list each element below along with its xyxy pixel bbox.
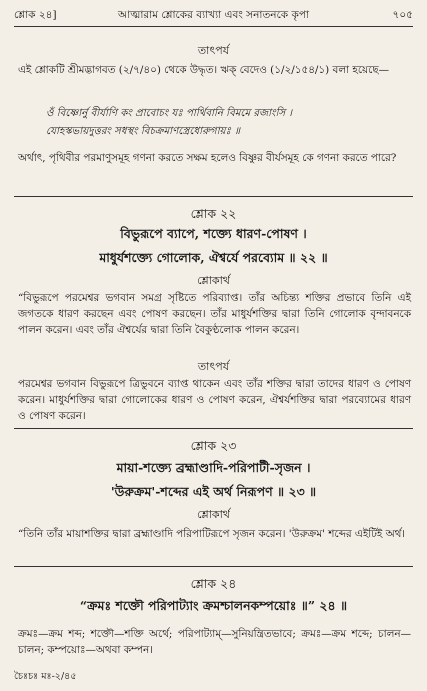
verse-22-purport-heading: তাৎপর্য [197,360,230,373]
verse-24-line-1: “ক্রমঃ শক্তৌ পরিপাট্যাং ক্রমশ্চালনকম্পয়োঃ ॥” ২৪ ॥ [79,598,348,613]
verse-22-line-1: বিভুরূপে ব্যাপে, শক্ত্যে ধারণ-পোষণ । [120,226,307,241]
verse-22-line-2: মাধুর্যশক্ত্যে গোলোক, ঐশ্বর্যে পরব্যোম ॥ ২২ ॥ [99,250,328,265]
verse-24-synonyms: ক্রমঃ—ক্রম শব্দ; শক্তৌ—শক্তি অর্থে; পরিপাট্যাম্—সুনিয়ন্ত্রিতভাবে; ক্রমঃ—ক্রম শব্দে; চালন—চালন; কম্পয়োঃ—অথবা কম্পন। [18,628,411,656]
verse-23-line-1: মায়া-শক্ত্যে ব্রহ্মাণ্ডাদি-পরিপাটী-সৃজন । [116,460,311,475]
verse-23-heading: শ্লোক ২৩ [190,438,237,453]
verse-23-translation: “তিনি তাঁর মায়াশক্তির দ্বারা ব্রহ্মাণ্ডাদি পরিপাটিরূপে সৃজন করেন। 'উরুক্রম' শব্দের এইটিই অর্থ। [18,528,406,540]
section-rule [14,196,413,197]
sanskrit-line-1: ওঁ বিষ্ণোর্নু বীর্যাণি কং প্রাবোচং যঃ পার্থিবানি বিমমে রজাংসি । [46,108,292,119]
section-rule [14,566,413,567]
running-header [14,6,413,24]
verse-23-translation-heading: শ্লোকার্থ [197,508,230,521]
page-footer: চৈঃচঃ মঃ-২/৪৫ [14,671,77,682]
header-page-number: ৭০৫ [392,9,413,21]
purport-intro: এই শ্লোকটি শ্রীমদ্ভাগবত (২/৭/৪০) থেকে উদ্ধৃত। ঋক্‌ বেদেও (১/২/১৫৪/১) বলা হয়েছে— [18,64,389,76]
verse-22-translation-heading: শ্লোকার্থ [197,274,230,287]
verse-22-translation: “বিভুরূপে পরমেশ্বর ভগবান সমগ্র সৃষ্টিতে পরিব্যাপ্ত। তাঁর অচিন্ত্য শক্তির প্রভাবে তিনি এই জগতকে ধারণ করছেন এবং পোষণ করছেন। তাঁর মাধুর্যশক্তির দ্বারা তিনি গোলোক বৃন্দাবনকে পালন করেন। এবং তাঁর ঐশ্বর্যের দ্বারা তিনি বৈকুণ্ঠলোক পালন করেন। [18,292,411,336]
purport-body: অর্থাৎ, পৃথিবীর পরমাণুসমূহ গণনা করতে সক্ষম হলেও বিষ্ণুর বীর্যসমূহ কে গণনা করতে পারে? [18,152,397,164]
header-chapter-title: আত্মারাম শ্লোকের ব্যাখ্যা এবং সনাতনকে কৃপা [118,9,309,21]
sanskrit-line-2: যোহস্কভায়দুত্তরং সধস্থং বিচক্রমাণস্ত্রেধোরুগায়ঃ ॥ [46,126,240,137]
verse-24-heading: শ্লোক ২৪ [190,576,237,591]
purport-heading: তাৎপর্য [197,44,230,57]
header-rule [14,26,413,27]
verse-22-purport: পরমেশ্বর ভগবান বিভুরূপে ত্রিভুবনে ব্যাপ্ত থাকেন এবং তাঁর শক্তির দ্বারা তাদের ধারণ ও পোষণ করেন। মাধুর্যশক্তির দ্বারা গোলোকের ধারণ ও পোষণ করেন, ঐশ্বর্যশক্তির দ্বারা পরব্যোমের ধারণ ও পোষণ করেন। [18,378,411,422]
verse-22-heading: শ্লোক ২২ [190,206,237,221]
section-rule [14,428,413,429]
verse-23-line-2: 'উরুক্রম'-শব্দের এই অর্থ নিরূপণ ॥ ২৩ ॥ [110,484,317,499]
header-verse-number: শ্লোক ২৪] [14,9,57,21]
